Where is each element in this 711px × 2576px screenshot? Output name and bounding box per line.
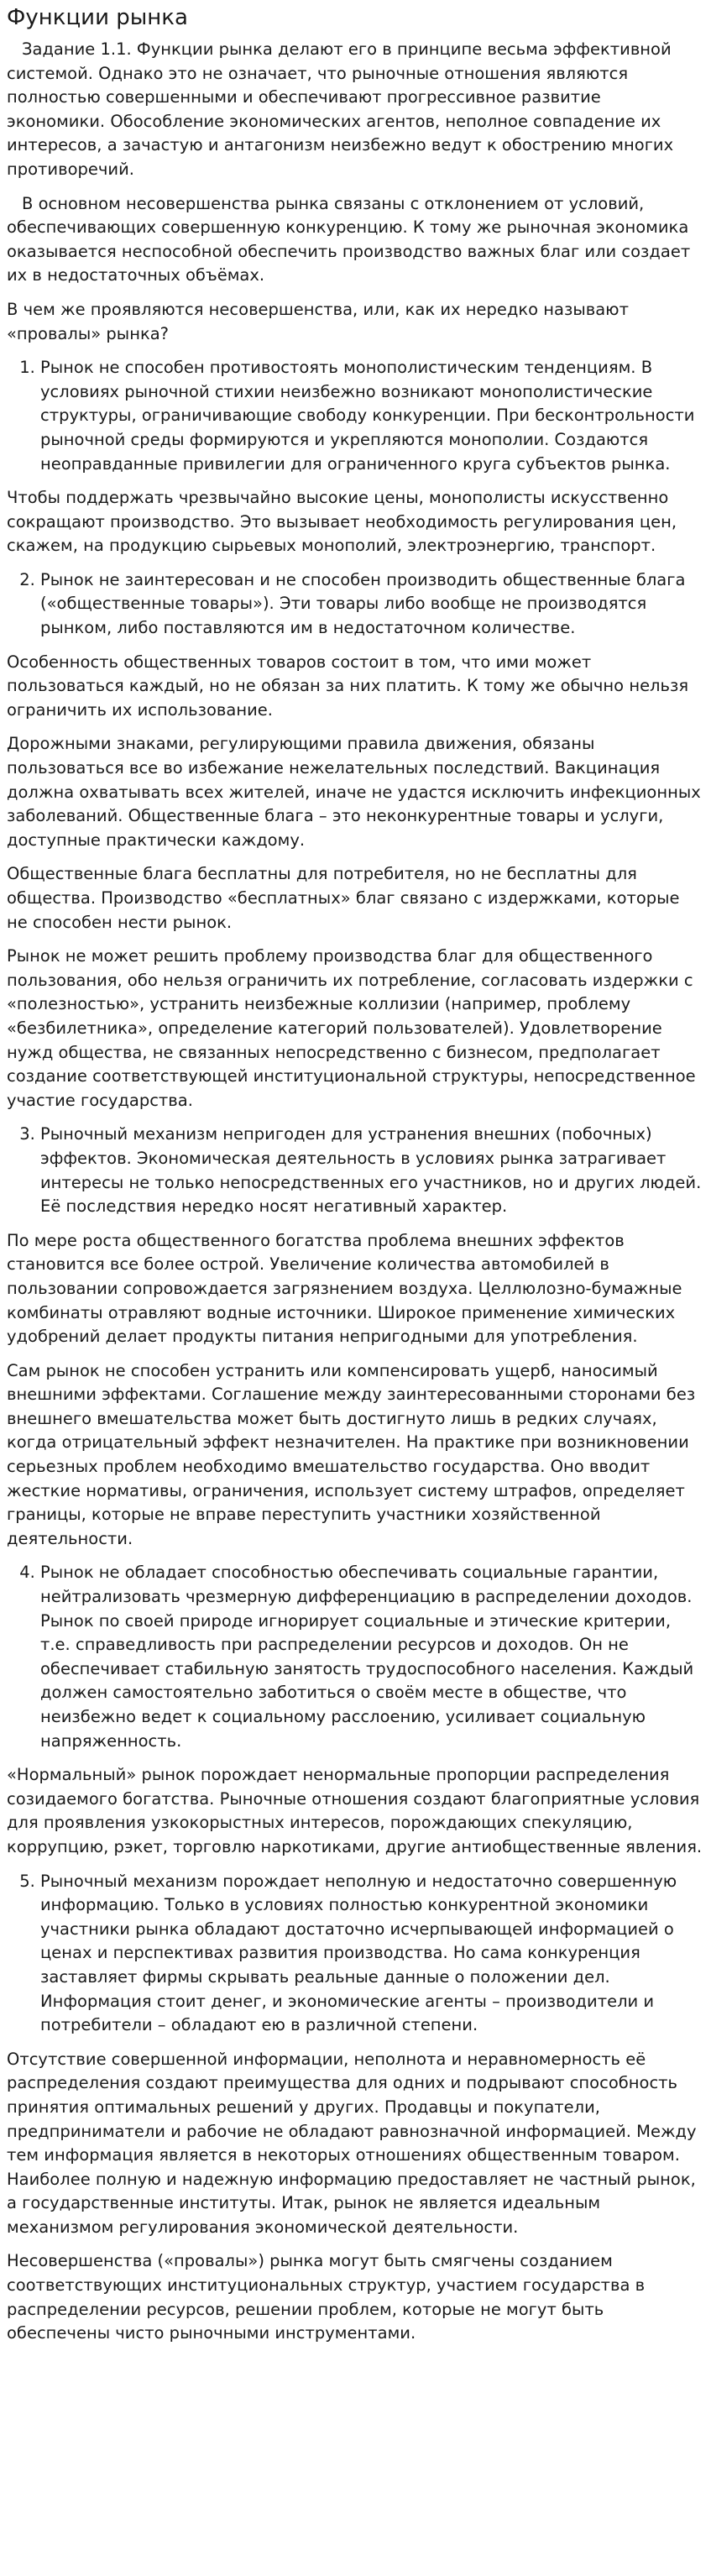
paragraph-external-effects: По мере роста общественного богатства проблема внешних эффектов становится все более острой. Увеличение количества автомобилей в пользовании сопровождается загрязнением воздуха. Целлюлозно-бумажные комбинаты отравляют водные источники. Широкое применение химических удобрений делает продукты питания непригодными для употребления. xyxy=(7,1230,682,1347)
list-item-information: 5. Рыночный механизм порождает неполную и недостаточно совершенную информацию. Только в условиях полностью конкурентной экономики участники рынка обладают достаточно исчерпывающей информацией о ценах и перспективах развития производства. Но сама конкуренция заставляет фирмы скрывать реальные данные о положении дел. Информация стоит денег, и экономические агенты – производители и потребители – обладают ею в различной степени. xyxy=(40,1870,704,2038)
list-item-social-guarantees: 4. Рынок не обладает способностью обеспечивать социальные гарантии, нейтрализовать чрезмерную дифференциацию в распределении доходов. Рынок по своей природе игнорирует социальные и этические критерии, т.е. справедливость при распределении ресурсов и доходов. Он не обеспечивает стабильную занятость трудоспособного населения. Каждый должен самостоятельно заботиться о своём месте в обществе, что неизбежно ведет к социальному расслоению, усиливает социальную напряженность. xyxy=(40,1561,704,1753)
paragraph-normal-market: «Нормальный» рынок порождает ненормальные пропорции распределения созидаемого богатства. Рыночные отношения создают благоприятные условия для проявления узкокорыстных интересов, порождающих спекуляцию, коррупцию, рэкет, торговлю наркотиками, другие антиобщественные явления. xyxy=(7,1765,703,1856)
list-item-monopoly: 1. Рынок не способен противостоять монополистическим тенденциям. В условиях рыночной стихии неизбежно возникают монополистические структуры, ограничивающие свободу конкуренции. При бесконтрольности рыночной среды формируются и укрепляются монополии. Создаются неоправданные привилегии для ограниченного круга субъектов рынка. xyxy=(40,356,704,476)
paragraph-compensation: Сам рынок не способен устранить или компенсировать ущерб, наносимый внешними эффектами. Соглашение между заинтересованными сторонами без внешнего вмешательства может быть достигнуто лишь в редких случаях, когда отрицательный эффект незначителен. На практике при возникновении серьезных проблем необходимо вмешательство государства. Оно вводит жесткие нормативы, ограничения, использует систему штрафов, определяет границы, которые не вправе переступить участники хозяйственной деятельности. xyxy=(7,1360,696,1548)
paragraph-market-cannot: Рынок не может решить проблему производства благ для общественного пользования, обо нельзя ограничить их потребление, согласовать издержки с «полезностью», устранить неизбежные коллизии (например, проблему «безбилетника», определение категорий пользователей). Удовлетворение нужд общества, не связанных непосредственно с бизнесом, предполагает создание соответствующей институциональной структуры, непосредственное участие государства. xyxy=(7,946,696,1110)
list-item-externalities: 3. Рыночный механизм непригоден для устранения внешних (побочных) эффектов. Экономическая деятельность в условиях рынка затрагивает интересы не только непосредственных его участников, но и других людей. Её последствия нередко носят негативный характер. xyxy=(40,1123,704,1218)
paragraph-free-goods: Общественные блага бесплатны для потребителя, но не бесплатны для общества. Производство «бесплатных» благ связано с издержками, которые не способен нести рынок. xyxy=(7,864,680,932)
paragraph-road-signs: Дорожными знаками, регулирующими правила движения, обязаны пользоваться все во избежание нежелательных последствий. Вакцинация должна охватывать всех жителей, иначе не удастся исключить инфекционных заболеваний. Общественные блага – это неконкурентные товары и услуги, доступные практически каждому. xyxy=(7,734,701,850)
paragraph-task: Задание 1.1. Функции рынка делают его в принципе весьма эффективной системой. Однако это не означает, что рыночные отношения являются полностью совершенными и обеспечивают прогрессивное развитие экономики. Обособление экономических агентов, неполное совпадение их интересов, а зачастую и антагонизм неизбежно ведут к обострению многих противоречий. xyxy=(7,39,674,179)
page-title: Функции рынка xyxy=(7,5,188,30)
list-item-public-goods: 2. Рынок не заинтересован и не способен производить общественные блага («общественные товары»). Эти товары либо вообще не производятся рынком, либо поставляются им в недостаточном количестве. xyxy=(40,568,704,641)
paragraph-conclusion: Несовершенства («провалы») рынка могут быть смягчены созданием соответствующих институциональных структур, участием государства в распределении ресурсов, решении проблем, которые не могут быть обеспечены чисто рыночными инструментами. xyxy=(7,2251,646,2343)
paragraph-monopoly-prices: Чтобы поддержать чрезвычайно высокие цены, монополисты искусственно сокращают производство. Это вызывает необходимость регулирования цен, скажем, на продукцию сырьевых монополий, электроэнергию, транспорт. xyxy=(7,488,677,556)
numbered-list xyxy=(7,568,704,641)
numbered-list xyxy=(7,1870,704,2038)
paragraph-information: Отсутствие совершенной информации, неполнота и неравномерность её распределения создают преимущества для одних и подрывают способность принятия оптимальных решений у других. Продавцы и покупатели, предприниматели и рабочие не обладают равнозначной информацией. Между тем информация является в некоторых отношениях общественным товаром. Наиболее полную и надежную информацию предоставляет не частный рынок, а государственные институты. Итак, рынок не является идеальным механизмом регулирования экономической деятельности. xyxy=(7,2049,697,2237)
paragraph-question: В чем же проявляются несовершенства, или, как их нередко называют «провалы» рынка? xyxy=(7,299,629,343)
paragraph-public-goods: Особенность общественных товаров состоит в том, что ими может пользоваться каждый, но не обязан за них платить. К тому же обычно нельзя ограничить их использование. xyxy=(7,652,689,720)
numbered-list xyxy=(7,356,704,476)
numbered-list xyxy=(7,1561,704,1753)
numbered-list xyxy=(7,1123,704,1218)
paragraph-imperfections: В основном несовершенства рынка связаны с отклонением от условий, обеспечивающих совершенную конкуренцию. К тому же рыночная экономика оказывается неспособной обеспечить производство важных благ или создает их в недостаточных объёмах. xyxy=(7,193,691,285)
